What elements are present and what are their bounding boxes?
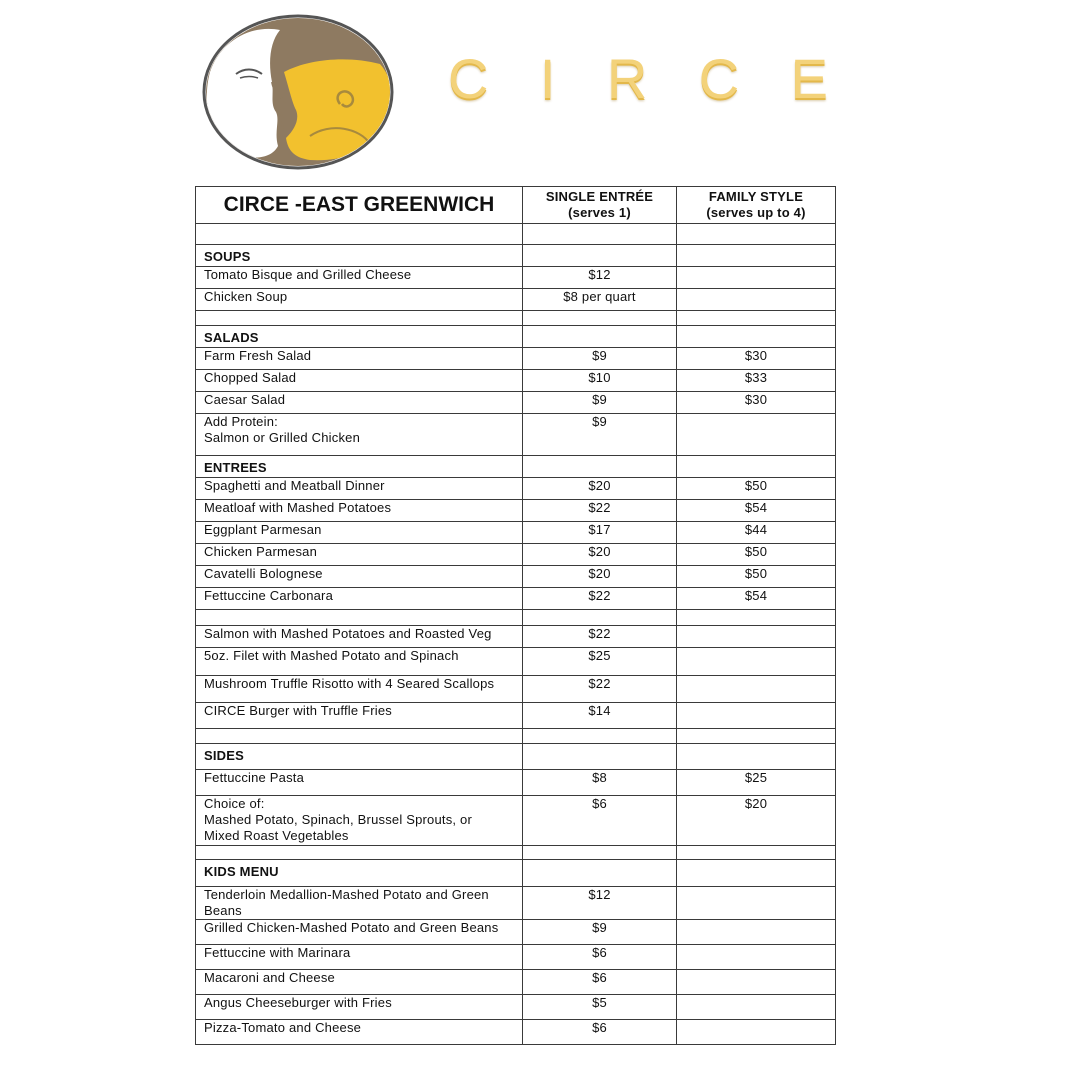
menu-row — [196, 544, 836, 566]
family-price — [677, 703, 836, 729]
item-name: Fettuccine with Marinara — [196, 945, 523, 970]
family-price: $50 — [677, 478, 836, 500]
add-protein-label: Add Protein: — [204, 414, 278, 429]
single-price: $20 — [523, 478, 677, 500]
single-price: $22 — [523, 626, 677, 648]
menu-row — [196, 970, 836, 995]
family-price — [677, 995, 836, 1020]
family-price: $25 — [677, 770, 836, 796]
menu-row — [196, 920, 836, 945]
single-price: $25 — [523, 648, 677, 676]
family-price: $50 — [677, 566, 836, 588]
family-price: $44 — [677, 522, 836, 544]
spacer-row — [196, 729, 836, 744]
item-name: Chicken Soup — [196, 289, 523, 311]
menu-title: CIRCE -EAST GREENWICH — [196, 187, 523, 224]
section-row — [196, 245, 836, 267]
item-name: Chicken Parmesan — [196, 544, 523, 566]
single-price: $9 — [523, 348, 677, 370]
menu-row — [196, 995, 836, 1020]
item-name: Fettuccine Pasta — [196, 770, 523, 796]
side-choice-options-cont: Mixed Roast Vegetables — [204, 828, 349, 843]
section-heading: KIDS MENU — [196, 860, 523, 887]
family-price — [677, 626, 836, 648]
family-price: $30 — [677, 392, 836, 414]
single-price: $12 — [523, 267, 677, 289]
single-entree-header — [523, 187, 677, 224]
family-price — [677, 970, 836, 995]
item-name: Fettuccine Carbonara — [196, 588, 523, 610]
item-name: 5oz. Filet with Mashed Potato and Spinach — [196, 648, 523, 676]
family-price — [677, 648, 836, 676]
family-price — [677, 945, 836, 970]
side-choice-label: Choice of: — [204, 796, 265, 811]
family-style-label: FAMILY STYLE — [708, 189, 804, 204]
single-price: $9 — [523, 414, 677, 456]
item-name: Pizza-Tomato and Cheese — [196, 1020, 523, 1045]
family-price: $33 — [677, 370, 836, 392]
circe-logo-icon — [200, 12, 396, 172]
single-price: $8 — [523, 770, 677, 796]
spacer-row — [196, 224, 836, 245]
single-price: $9 — [523, 392, 677, 414]
brand-letter: E — [790, 46, 828, 110]
menu-row — [196, 348, 836, 370]
single-price: $22 — [523, 500, 677, 522]
menu-row — [196, 887, 836, 920]
side-choice-options: Mashed Potato, Spinach, Brussel Sprouts, or — [204, 812, 473, 827]
single-price: $5 — [523, 995, 677, 1020]
menu-row — [196, 676, 836, 703]
menu-row — [196, 796, 836, 846]
single-price: $22 — [523, 588, 677, 610]
menu-row — [196, 478, 836, 500]
item-name: Farm Fresh Salad — [196, 348, 523, 370]
family-price — [677, 920, 836, 945]
side-choice-cell — [196, 796, 523, 846]
single-price: $9 — [523, 920, 677, 945]
item-name: Angus Cheeseburger with Fries — [196, 995, 523, 1020]
single-price: $17 — [523, 522, 677, 544]
menu-row — [196, 522, 836, 544]
family-price: $20 — [677, 796, 836, 846]
brand-letter: I — [539, 46, 556, 110]
section-row — [196, 456, 836, 478]
item-name: Grilled Chicken-Mashed Potato and Green Beans — [196, 920, 523, 945]
menu-row — [196, 566, 836, 588]
single-price: $10 — [523, 370, 677, 392]
add-protein-options: Salmon or Grilled Chicken — [204, 430, 361, 445]
section-row — [196, 744, 836, 770]
single-price: $22 — [523, 676, 677, 703]
family-price — [677, 289, 836, 311]
menu-row — [196, 588, 836, 610]
menu-row — [196, 703, 836, 729]
item-name: Chopped Salad — [196, 370, 523, 392]
single-price: $6 — [523, 945, 677, 970]
family-price: $30 — [677, 348, 836, 370]
section-heading: ENTREES — [196, 456, 523, 478]
family-price — [677, 887, 836, 920]
item-name: Macaroni and Cheese — [196, 970, 523, 995]
family-price — [677, 267, 836, 289]
menu-row — [196, 414, 836, 456]
menu-row — [196, 289, 836, 311]
single-price: $6 — [523, 796, 677, 846]
item-name: Salmon with Mashed Potatoes and Roasted Veg — [196, 626, 523, 648]
menu-row — [196, 945, 836, 970]
menu-row — [196, 267, 836, 289]
menu-header-row — [196, 187, 836, 224]
item-name: Cavatelli Bolognese — [196, 566, 523, 588]
spacer-row — [196, 610, 836, 626]
single-price: $6 — [523, 1020, 677, 1045]
single-price: $20 — [523, 544, 677, 566]
menu-table — [195, 186, 836, 1045]
family-price — [677, 1020, 836, 1045]
family-price: $50 — [677, 544, 836, 566]
item-name: Meatloaf with Mashed Potatoes — [196, 500, 523, 522]
item-name: CIRCE Burger with Truffle Fries — [196, 703, 523, 729]
item-name: Tomato Bisque and Grilled Cheese — [196, 267, 523, 289]
family-price: $54 — [677, 588, 836, 610]
spacer-row — [196, 846, 836, 860]
menu-row — [196, 1020, 836, 1045]
single-price: $20 — [523, 566, 677, 588]
family-price — [677, 676, 836, 703]
single-price: $12 — [523, 887, 677, 920]
section-heading: SALADS — [196, 326, 523, 348]
brand-letter: R — [606, 46, 648, 110]
item-name: Eggplant Parmesan — [196, 522, 523, 544]
add-protein-cell — [196, 414, 523, 456]
single-price: $14 — [523, 703, 677, 729]
single-price: $6 — [523, 970, 677, 995]
family-style-header — [677, 187, 836, 224]
item-name: Tenderloin Medallion-Mashed Potato and Green Beans — [196, 887, 523, 920]
menu-row — [196, 500, 836, 522]
menu-row — [196, 648, 836, 676]
family-style-serves: (serves up to 4) — [706, 205, 806, 220]
brand-letter: C — [698, 46, 740, 110]
item-name: Spaghetti and Meatball Dinner — [196, 478, 523, 500]
single-entree-serves: (serves 1) — [568, 205, 631, 220]
brand-letter: C — [448, 46, 489, 110]
single-entree-label: SINGLE ENTRÉE — [545, 189, 654, 204]
menu-row — [196, 770, 836, 796]
menu-row — [196, 370, 836, 392]
section-row — [196, 326, 836, 348]
menu-row — [196, 626, 836, 648]
section-heading: SOUPS — [196, 245, 523, 267]
brand-wordmark — [448, 46, 828, 110]
section-heading: SIDES — [196, 744, 523, 770]
family-price: $54 — [677, 500, 836, 522]
section-row — [196, 860, 836, 887]
spacer-row — [196, 311, 836, 326]
single-price: $8 per quart — [523, 289, 677, 311]
menu-row — [196, 392, 836, 414]
item-name: Mushroom Truffle Risotto with 4 Seared Scallops — [196, 676, 523, 703]
item-name: Caesar Salad — [196, 392, 523, 414]
